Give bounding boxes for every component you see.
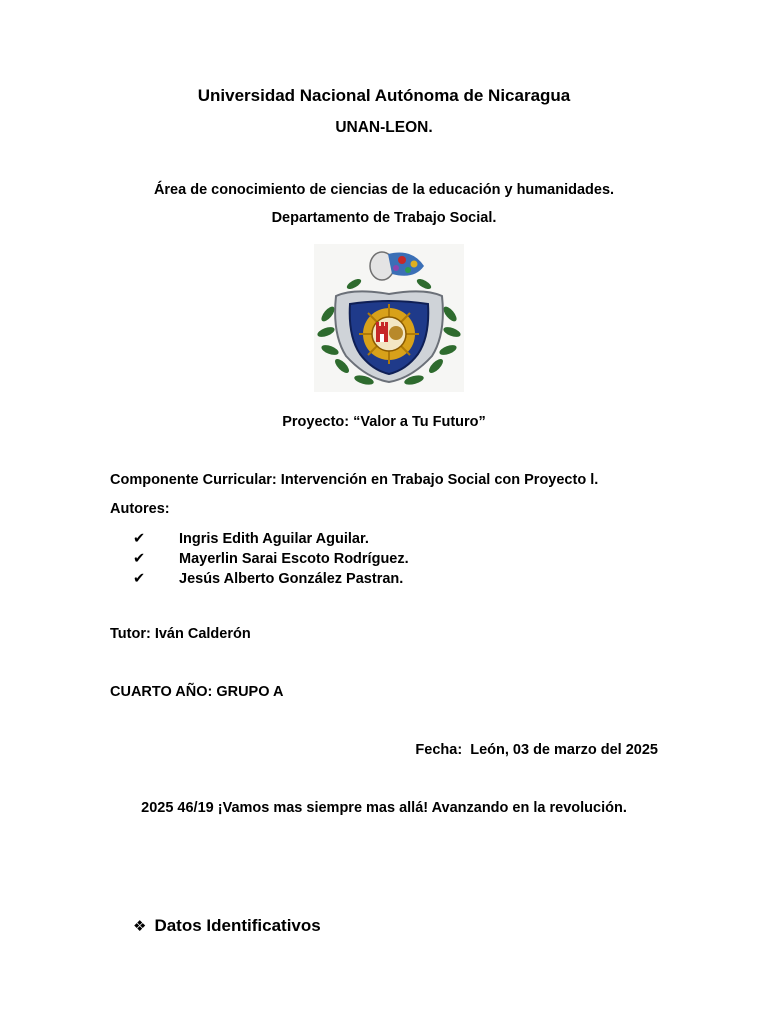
section-heading-text: Datos Identificativos [154,916,321,935]
unan-leon-seal-icon [314,244,464,392]
tutor-name: Tutor: Iván Calderón [110,626,251,642]
authors-list [133,529,409,589]
institutional-motto: 2025 46/19 ¡Vamos mas siempre mas allá! Avanzando en la revolución. [141,800,627,816]
list-item [133,529,409,549]
list-item [133,549,409,569]
list-item [133,569,409,589]
authors-label: Autores: [110,501,170,517]
author-name: Mayerlin Sarai Escoto Rodríguez. [179,551,409,567]
checkmark-icon: ✔ [133,551,146,567]
seal-graphic [314,244,464,392]
university-name: Universidad Nacional Autónoma de Nicaragua [197,86,571,105]
knowledge-area: Área de conocimiento de ciencias de la educación y humanidades. [153,182,615,198]
author-name: Ingris Edith Aguilar Aguilar. [179,531,369,547]
document-date: Fecha: León, 03 de marzo del 2025 [415,742,658,758]
year-group: CUARTO AÑO: GRUPO A [110,684,284,700]
checkmark-icon: ✔ [133,571,146,587]
diamond-bullet-icon: ❖ [133,918,147,935]
project-title: Proyecto: “Valor a Tu Futuro” [282,414,486,430]
university-acronym: UNAN-LEON. [335,119,433,136]
curricular-component: Componente Curricular: Intervención en Trabajo Social con Proyecto l. [110,472,599,488]
department-name: Departamento de Trabajo Social. [271,210,497,226]
checkmark-icon: ✔ [133,531,146,547]
section-heading [133,916,321,936]
author-name: Jesús Alberto González Pastran. [179,571,404,587]
